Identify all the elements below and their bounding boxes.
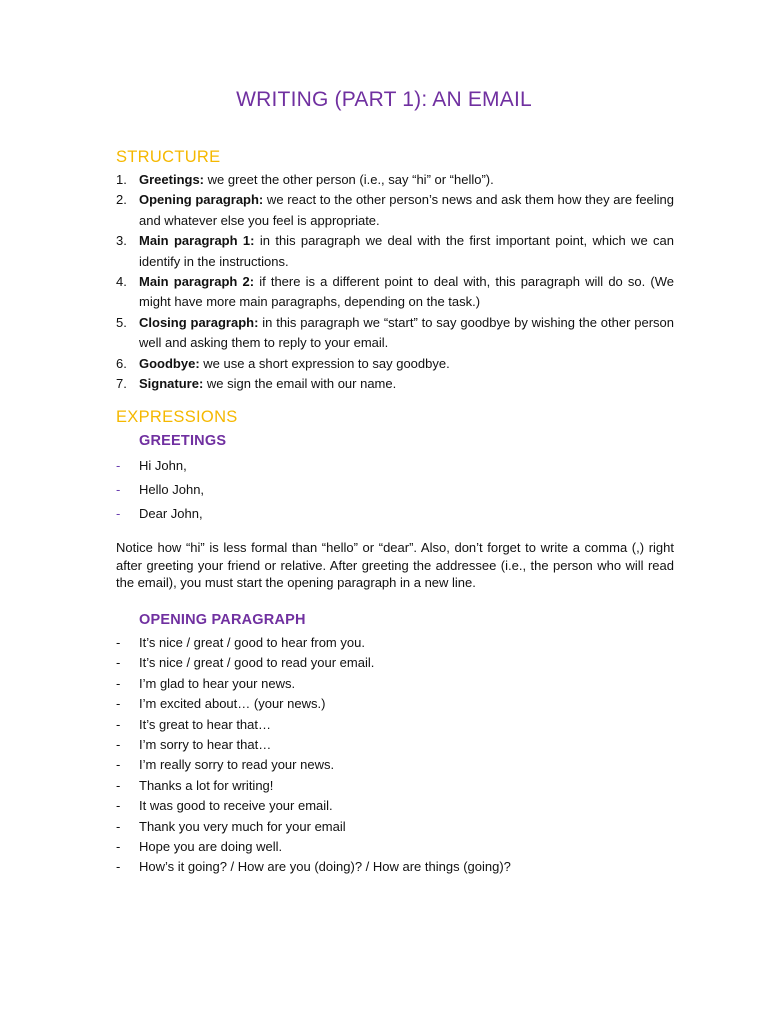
list-item: - I’m excited about… (your news.) <box>116 696 326 712</box>
list-item: 2. Opening paragraph: we react to the other person’s news and ask them how they are feeling and whatever else you feel is appropriate. <box>116 192 675 228</box>
expressions-heading: EXPRESSIONS <box>116 408 238 426</box>
list-item: - How’s it going? / How are you (doing)? / How are things (going)? <box>116 859 511 875</box>
opening-paragraph-list <box>116 633 674 878</box>
list-item: - I’m glad to hear your news. <box>116 675 296 691</box>
list-item: - Hi John, <box>116 458 187 473</box>
list-item: 5. Closing paragraph: in this paragraph we “start” to say goodbye by wishing the other person well and asking them to reply to your email. <box>116 314 674 351</box>
page-title: WRITING (PART 1): AN EMAIL <box>236 88 532 111</box>
list-item: 7. Signature: we sign the email with our name. <box>116 376 397 392</box>
list-item: - Thank you very much for your email <box>116 818 346 834</box>
list-item: - I’m sorry to hear that… <box>116 737 272 753</box>
list-item: - Hope you are doing well. <box>116 839 283 855</box>
list-item: - Thanks a lot for writing! <box>116 777 274 793</box>
list-item: 1. Greetings: we greet the other person (i.e., say “hi” or “hello”). <box>116 172 494 187</box>
list-item: - It was good to receive your email. <box>116 798 333 814</box>
opening-paragraph-heading: OPENING PARAGRAPH <box>139 612 306 628</box>
structure-heading: STRUCTURE <box>116 148 221 166</box>
list-item: 6. Goodbye: we use a short expression to say goodbye. <box>116 355 450 371</box>
list-item: - I’m really sorry to read your news. <box>116 757 335 773</box>
greetings-heading: GREETINGS <box>139 433 227 449</box>
greetings-list <box>116 454 674 526</box>
list-item: 4. Main paragraph 2: if there is a different point to deal with, this paragraph will do so. (We might have more main paragraphs, depending on the task.) <box>116 274 675 310</box>
list-item: - It’s great to hear that… <box>116 716 271 732</box>
list-item: - It’s nice / great / good to hear from you. <box>116 635 365 650</box>
list-item: 3. Main paragraph 1: in this paragraph we deal with the first important point, which we can identify in the instructions. <box>116 233 675 269</box>
greeting-note: Notice how “hi” is less formal than “hello” or “dear”. Also, don’t forget to write a comma (,) right after greeting your friend or relative. After greeting the addressee (i.e., the person who will read the email), you must start the opening paragraph in a new line. <box>116 540 674 591</box>
list-item: - Hello John, <box>116 482 205 497</box>
structure-list <box>116 170 674 394</box>
list-item: - It’s nice / great / good to read your email. <box>116 655 375 671</box>
list-item: - Dear John, <box>116 506 203 521</box>
